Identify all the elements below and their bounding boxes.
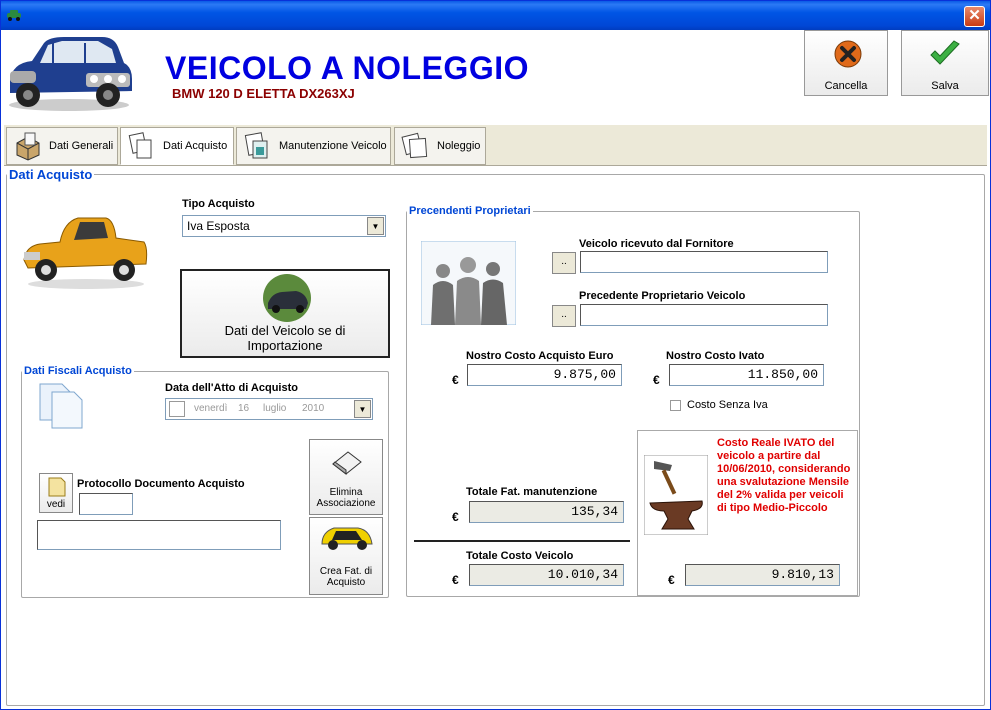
protocollo-number-input[interactable] bbox=[79, 493, 133, 515]
import-vehicle-button[interactable] bbox=[180, 269, 390, 358]
chevron-down-icon[interactable]: ▼ bbox=[367, 217, 384, 235]
date-year: 2010 bbox=[302, 403, 325, 414]
documents-icon bbox=[127, 131, 157, 161]
copy-documents-icon bbox=[36, 380, 88, 430]
checkmark-icon bbox=[928, 39, 962, 69]
tab-label: Dati Acquisto bbox=[163, 140, 228, 152]
costo-reale-value: 9.810,13 bbox=[685, 564, 840, 586]
elimina-label: Elimina Associazione bbox=[316, 487, 376, 509]
car-photo-icon bbox=[260, 273, 314, 323]
euro-symbol: € bbox=[668, 573, 675, 587]
protocollo-document-input[interactable] bbox=[37, 520, 281, 550]
date-day: 16 bbox=[238, 403, 250, 414]
date-day-name: venerdì bbox=[194, 403, 228, 414]
euro-symbol: € bbox=[452, 373, 459, 387]
tab-dati-generali[interactable] bbox=[6, 127, 118, 165]
date-month: luglio bbox=[263, 403, 287, 414]
precedente-proprietario-input[interactable] bbox=[580, 304, 828, 326]
costo-euro-label: Nostro Costo Acquisto Euro bbox=[466, 350, 614, 362]
fornitore-input[interactable] bbox=[580, 251, 828, 273]
browse-fornitore-button[interactable]: .. bbox=[552, 252, 576, 274]
tab-label: Manutenzione Veicolo bbox=[279, 140, 387, 152]
tab-label: Dati Generali bbox=[49, 140, 114, 152]
tab-manutenzione-veicolo[interactable] bbox=[236, 127, 391, 165]
crea-label: Crea Fat. di Acquisto bbox=[319, 566, 373, 588]
euro-symbol: € bbox=[653, 373, 660, 387]
note-icon bbox=[47, 476, 67, 498]
box-folder-icon bbox=[13, 131, 43, 161]
browse-precedente-button[interactable]: .. bbox=[552, 305, 576, 327]
costo-euro-input[interactable]: 9.875,00 bbox=[467, 364, 622, 386]
data-atto-date-picker[interactable] bbox=[165, 398, 373, 420]
elimina-associazione-button[interactable] bbox=[309, 439, 383, 515]
cancel-icon bbox=[833, 39, 863, 69]
import-vehicle-label: Dati del Veicolo se di Importazione bbox=[224, 323, 346, 353]
anvil-hammer-icon bbox=[644, 455, 708, 535]
rental-documents-icon bbox=[401, 131, 431, 161]
proprietari-title: Precendenti Proprietari bbox=[409, 205, 531, 217]
data-atto-label: Data dell'Atto di Acquisto bbox=[165, 382, 298, 394]
protocollo-label: Protocollo Documento Acquisto bbox=[77, 478, 245, 490]
euro-symbol: € bbox=[452, 510, 459, 524]
totale-manutenzione-label: Totale Fat. manutenzione bbox=[466, 486, 598, 498]
eraser-icon bbox=[330, 448, 364, 476]
costo-senza-iva-checkbox[interactable] bbox=[670, 400, 681, 411]
vedi-label: vedi bbox=[46, 499, 66, 510]
dati-fiscali-title: Dati Fiscali Acquisto bbox=[24, 365, 132, 377]
precedente-label: Precedente Proprietario Veicolo bbox=[579, 290, 746, 302]
fornitore-label: Veicolo ricevuto dal Fornitore bbox=[579, 238, 734, 250]
tab-bar bbox=[4, 125, 987, 166]
business-people-image bbox=[421, 241, 516, 325]
pickup-truck-image bbox=[20, 208, 150, 290]
costo-ivato-label: Nostro Costo Ivato bbox=[666, 350, 765, 362]
date-enable-checkbox[interactable] bbox=[169, 401, 185, 417]
tab-label: Noleggio bbox=[437, 140, 481, 152]
tab-noleggio[interactable] bbox=[394, 127, 486, 165]
form-content bbox=[4, 30, 987, 708]
save-button[interactable] bbox=[901, 30, 989, 96]
vehicle-subtitle: BMW 120 D ELETTA DX263XJ bbox=[172, 86, 355, 101]
tab-dati-acquisto[interactable] bbox=[120, 127, 234, 165]
maintenance-document-icon bbox=[243, 131, 273, 161]
costo-senza-iva-label: Costo Senza Iva bbox=[687, 399, 768, 411]
chevron-down-icon[interactable]: ▼ bbox=[354, 400, 371, 418]
close-window-button[interactable]: ✕ bbox=[964, 6, 985, 27]
crea-fattura-button[interactable] bbox=[309, 517, 383, 595]
tipo-acquisto-value: Iva Esposta bbox=[187, 219, 250, 233]
page-title: VEICOLO A NOLEGGIO bbox=[165, 50, 529, 86]
divider bbox=[414, 540, 630, 542]
euro-symbol: € bbox=[452, 573, 459, 587]
totale-manutenzione-value: 135,34 bbox=[469, 501, 624, 523]
tipo-acquisto-label: Tipo Acquisto bbox=[182, 198, 255, 210]
vedi-button[interactable] bbox=[39, 473, 73, 513]
tipo-acquisto-select[interactable] bbox=[182, 215, 386, 237]
totale-veicolo-value: 10.010,34 bbox=[469, 564, 624, 586]
cancel-button[interactable] bbox=[804, 30, 888, 96]
title-bar[interactable] bbox=[1, 1, 990, 30]
mini-car-image bbox=[4, 33, 134, 113]
car-app-icon bbox=[6, 9, 22, 21]
section-title: Dati Acquisto bbox=[9, 167, 93, 182]
costo-reale-note: Costo Reale IVATO del veicolo a partire dal 10/06/2010, considerando una svalutazione Mensile del 2% valida per veicoli di tipo Medio-Piccolo bbox=[717, 437, 851, 514]
save-button-label: Salva bbox=[931, 80, 959, 92]
costo-ivato-input[interactable]: 11.850,00 bbox=[669, 364, 824, 386]
cancel-button-label: Cancella bbox=[824, 80, 868, 92]
smart-car-icon bbox=[318, 522, 376, 552]
totale-veicolo-label: Totale Costo Veicolo bbox=[466, 550, 574, 562]
